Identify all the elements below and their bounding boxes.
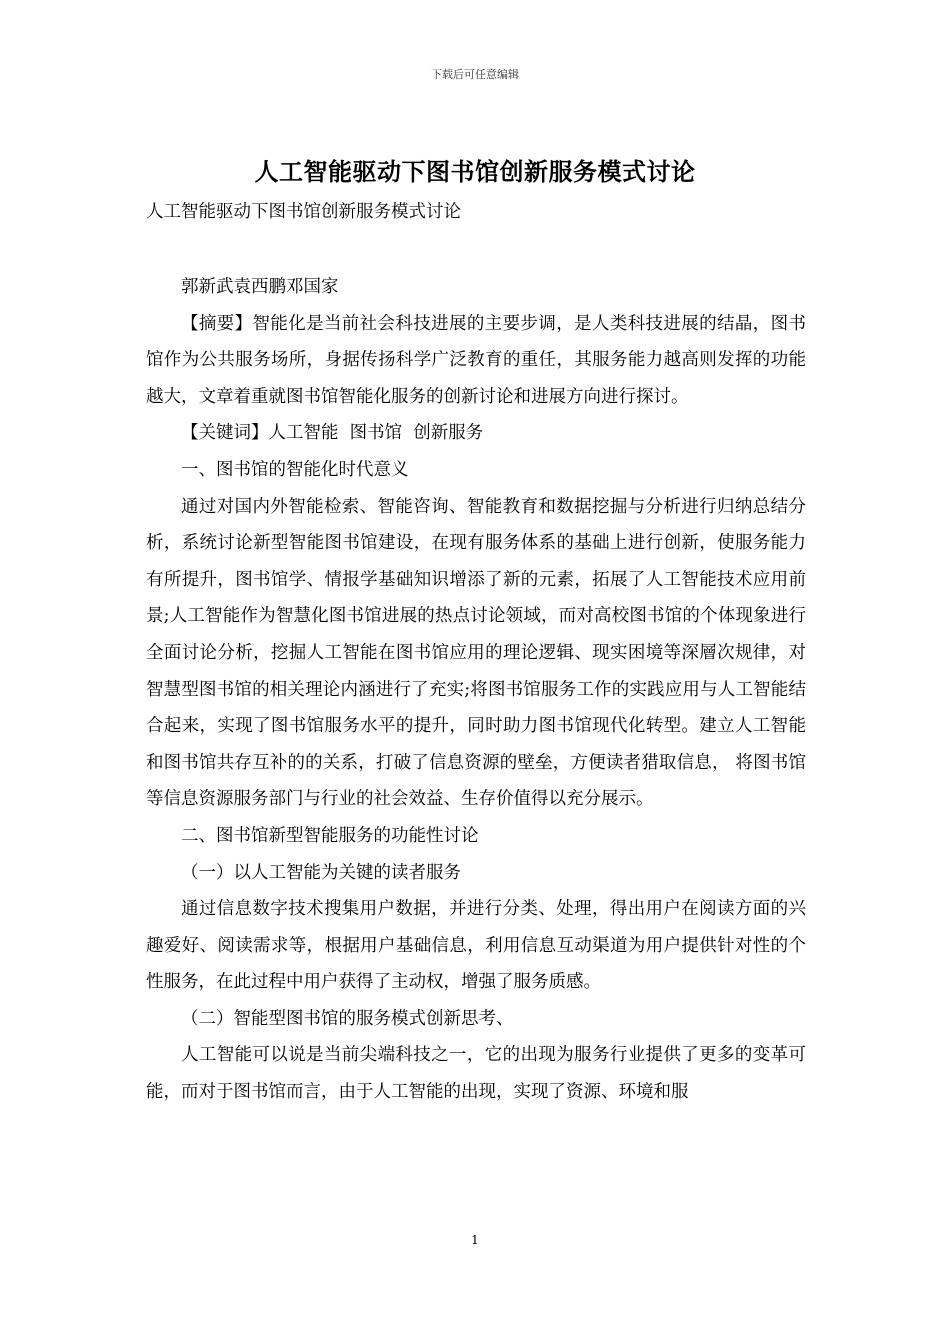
section-1-heading: 一、图书馆的智能化时代意义 xyxy=(181,459,409,480)
subsection-1-heading: （一）以人工智能为关键的读者服务 xyxy=(181,862,461,883)
document-body xyxy=(146,269,806,1111)
subsection-2-heading: （二）智能型图书馆的服务模式创新思考、 xyxy=(181,1008,514,1029)
section-1-body: 通过对国内外智能检索、智能咨询、智能教育和数据挖掘与分析进行归纳总结分析，系统讨论新型智能图书馆建设，在现有服务体系的基础上进行创新，使服务能力有所提升，图书馆学、情报学基础知识增添了新的元素，拓展了人工智能技术应用前景;人工智能作为智慧化图书馆进展的热点讨论领域，而对高校图书馆的个体现象进行全面讨论分析，挖掘人工智能在图书馆应用的理论逻辑、现实困境等深層次规律，对智慧型图书馆的相关理论内涵进行了充实;将图书馆服务工作的实践应用与人工智能结合起来，实现了图书馆服务水平的提升，同时助力图书馆现代化转型。建立人工智能和图书馆共存互补的的关系，打破了信息资源的壁垒，方便读者猎取信息， 将图书馆等信息资源服务部门与行业的社会效益、生存价值得以充分展示。 xyxy=(146,496,806,810)
subsection-2-body: 人工智能可以说是当前尖端科技之一，它的出现为服务行业提供了更多的变革可能，而对于图书馆而言，由于人工智能的出现，实现了资源、环境和服 xyxy=(146,1045,806,1103)
header-note: 下载后可任意编辑 xyxy=(431,68,519,81)
document-subtitle: 人工智能驱动下图书馆创新服务模式讨论 xyxy=(146,202,461,222)
abstract-paragraph: 【摘要】智能化是当前社会科技进展的主要步调，是人类科技进展的结晶，图书馆作为公共服务场所，身据传扬科学广泛教育的重任，其服务能力越高则发挥的功能越大，文章着重就图书馆智能化服务的创新讨论和进展方向进行探讨。 xyxy=(146,313,806,407)
document-title: 人工智能驱动下图书馆创新服务模式讨论 xyxy=(254,157,696,186)
subsection-1-body: 通过信息数字技术搜集用户数据，并进行分类、处理，得出用户在阅读方面的兴趣爱好、阅读需求等，根据用户基础信息，利用信息互动渠道为用户提供针对性的个性服务，在此过程中用户获得了主动权，增强了服务质感。 xyxy=(146,899,806,993)
keywords-line: 【关键词】人工智能 图书馆 创新服务 xyxy=(181,423,484,444)
page-number: 1 xyxy=(471,1233,479,1247)
authors-line: 郭新武袁西鹏邓国家 xyxy=(181,277,339,297)
section-2-heading: 二、图书馆新型智能服务的功能性讨论 xyxy=(181,825,479,846)
